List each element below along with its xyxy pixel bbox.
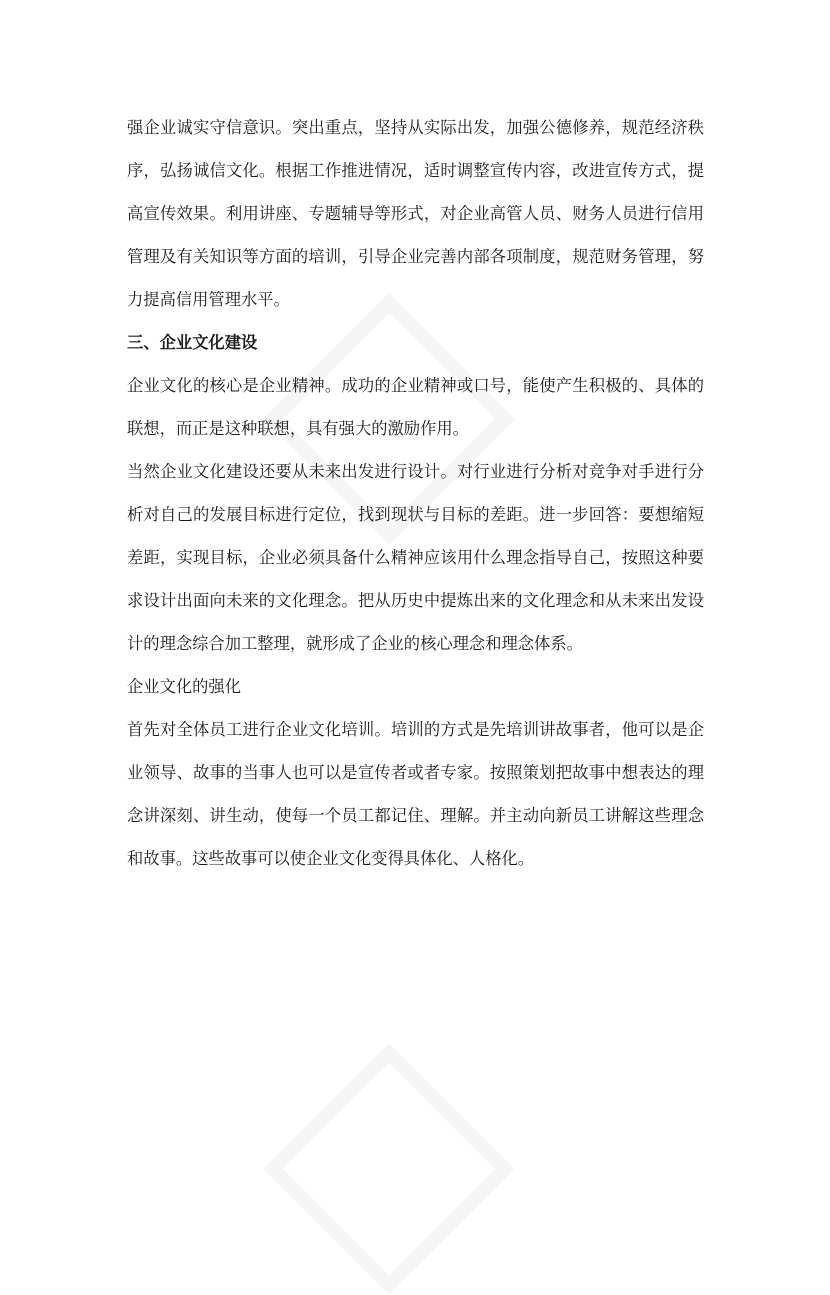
text-line: 力提高信用管理水平。 (127, 290, 290, 309)
text-line: 当然企业文化建设还要从未来出发进行设计。对行业进行分析对竞争对手进行分 (127, 462, 704, 481)
paragraph (127, 370, 704, 456)
text-line: 业领导、故事的当事人也可以是宣传者或者专家。按照策划把故事中想表达的理 (127, 763, 704, 782)
text-line: 念讲深刻、讲生动，使每一个员工都记住、理解。并主动向新员工讲解这些理念 (127, 806, 704, 825)
text-line: 析对自己的发展目标进行定位，找到现状与目标的差距。进一步回答：要想缩短 (127, 505, 704, 524)
text-line: 三、企业文化建设 (127, 333, 258, 352)
text-line: 求设计出面向未来的文化理念。把从历史中提炼出来的文化理念和从未来出发设 (127, 591, 704, 610)
section-heading (127, 327, 704, 370)
text-line: 高宣传效果。利用讲座、专题辅导等形式，对企业高管人员、财务人员进行信用 (127, 204, 704, 223)
document-body (127, 112, 704, 886)
text-line: 联想，而正是这种联想，具有强大的激励作用。 (127, 419, 469, 438)
paragraph (127, 714, 704, 886)
text-line: 管理及有关知识等方面的培训，引导企业完善内部各项制度，规范财务管理，努 (127, 247, 704, 266)
text-line: 差距，实现目标，企业必须具备什么精神应该用什么理念指导自己，按照这种要 (127, 548, 704, 567)
watermark-logo (263, 1043, 515, 1295)
text-line: 企业文化的强化 (127, 677, 241, 696)
text-line: 强企业诚实守信意识。突出重点，坚持从实际出发，加强公德修养，规范经济秩 (127, 118, 704, 137)
paragraph (127, 456, 704, 671)
text-line: 计的理念综合加工整理，就形成了企业的核心理念和理念体系。 (127, 634, 583, 653)
paragraph (127, 112, 704, 327)
text-line: 序，弘扬诚信文化。根据工作推进情况，适时调整宣传内容，改进宣传方式，提 (127, 161, 704, 180)
text-line: 和故事。这些故事可以使企业文化变得具体化、人格化。 (127, 849, 535, 868)
paragraph (127, 671, 704, 714)
text-line: 企业文化的核心是企业精神。成功的企业精神或口号，能使产生积极的、具体的 (127, 376, 704, 395)
text-line: 首先对全体员工进行企业文化培训。培训的方式是先培训讲故事者，他可以是企 (127, 720, 704, 739)
